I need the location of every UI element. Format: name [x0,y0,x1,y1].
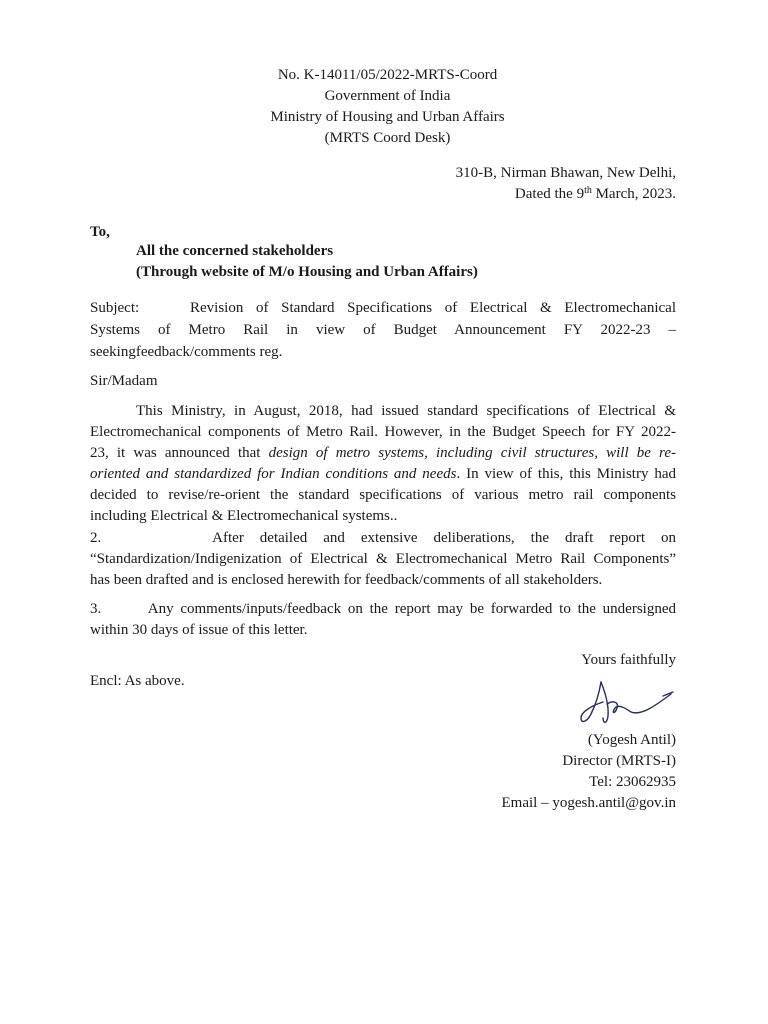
signatory-phone: Tel: 23062935 [589,774,676,790]
signatory-block [502,730,677,814]
closing-phrase: Yours faithfully [581,652,676,668]
paragraph-3 [90,599,676,641]
file-number: No. K-14011/05/2022-MRTS-Coord [277,67,498,83]
desk-name: (MRTS Coord Desk) [324,130,451,146]
sender-address [456,163,676,205]
para2-line-1: 2. After detailed and extensive deliberations, the draft report on [90,530,676,546]
subject-line-3: seekingfeedback/comments reg. [90,344,283,360]
handwritten-signature [575,672,685,728]
para1-line-5: decided to revise/re-orient the standard specifications of various metro rail components [90,487,676,503]
salutation: Sir/Madam [90,373,158,389]
subject-line-2: Systems of Metro Rail in view of Budget Announcement FY 2022-23 – [90,322,676,338]
government-name: Government of India [324,88,451,104]
enclosure-note: Encl: As above. [90,673,185,689]
signatory-name: (Yogesh Antil) [587,732,676,748]
para1-line-3: 23, it was announced that design of metro systems, including civil structures, will be re- [90,445,676,461]
paragraph-2 [90,528,676,591]
signatory-designation: Director (MRTS-I) [562,753,676,769]
recipient-line-1: All the concerned stakeholders [136,243,334,259]
para3-line-2: within 30 days of issue of this letter. [90,622,308,638]
address-location: 310-B, Nirman Bhawan, New Delhi, [455,165,676,181]
paragraph-1 [90,401,676,527]
subject-label: Subject: [90,300,140,316]
recipient-line-2: (Through website of M/o Housing and Urban Affairs) [136,264,478,280]
to-label: To, [90,224,110,240]
subject [90,297,676,363]
para1-line-2: Electromechanical components of Metro Rail. However, in the Budget Speech for FY 2022- [90,424,676,440]
para2-line-2: “Standardization/Indigenization of Electrical & Electromechanical Metro Rail Components” [90,551,676,567]
subject-line-1: Subject: Revision of Standard Specifications of Electrical & Electromechanical [90,297,676,319]
para1-line-6: including Electrical & Electromechanical systems.. [90,508,398,524]
ministry-name: Ministry of Housing and Urban Affairs [270,109,505,125]
para2-line-3: has been drafted and is enclosed herewith for feedback/comments of all stakeholders. [90,572,603,588]
para3-line-1: 3. Any comments/inputs/feedback on the report may be forwarded to the undersigned [90,601,676,617]
recipients [136,241,478,283]
signatory-email: Email – yogesh.antil@gov.in [501,795,676,811]
letter-date: Dated the 9th March, 2023. [514,185,676,202]
para1-line-4: oriented and standardized for Indian conditions and needs. In view of this, this Ministry had [90,466,676,482]
letter-header [0,65,768,149]
para1-line-1: This Ministry, in August, 2018, had issued standard specifications of Electrical & [136,403,676,419]
